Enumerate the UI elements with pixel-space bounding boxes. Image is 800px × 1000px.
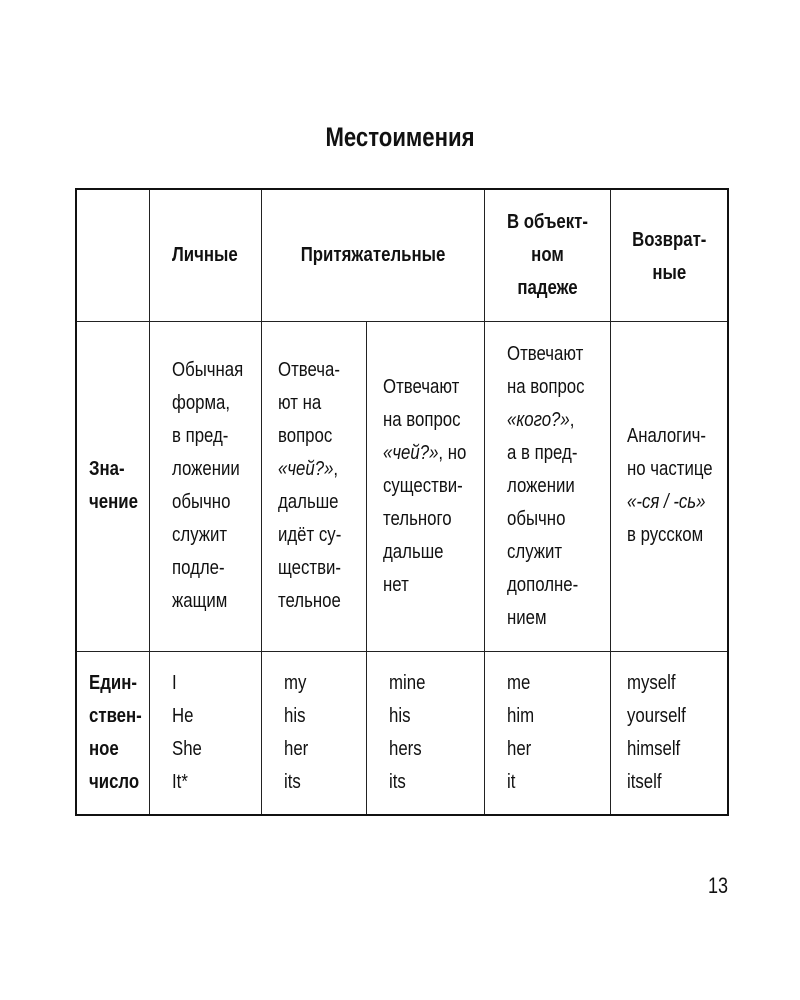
singular-objective: me him her it bbox=[484, 651, 610, 815]
page-title: Местоимения bbox=[325, 122, 475, 152]
singular-possessive-2: mine his hers its bbox=[366, 651, 484, 815]
meaning-possessive-1-line7: ществи- bbox=[277, 557, 341, 579]
header-objective: В объект- ном падеже bbox=[484, 189, 610, 321]
meaning-label: Зна- чение bbox=[76, 321, 149, 651]
meaning-possessive-1-line8: тельное bbox=[277, 590, 341, 612]
singular-personal: I He She It* bbox=[149, 651, 261, 815]
meaning-row bbox=[76, 321, 728, 651]
singular-label: Един- ствен- ное число bbox=[76, 651, 149, 815]
singular-reflexive: myself yourself himself itself bbox=[610, 651, 728, 815]
header-possessive: Притяжательные bbox=[261, 189, 484, 321]
meaning-possessive-1: Отвеча- ют на вопрос «чей?», дальше идёт су- ществи- тельное bbox=[261, 321, 366, 651]
header-reflexive: Возврат- ные bbox=[610, 189, 728, 321]
header-row bbox=[76, 189, 728, 321]
pronouns-table bbox=[75, 188, 729, 816]
singular-row bbox=[76, 651, 728, 815]
meaning-personal: Обычная форма, в пред- ложении обычно служит подле- жащим bbox=[149, 321, 261, 651]
singular-possessive-1: my his her its bbox=[261, 651, 366, 815]
meaning-objective: Отвечают на вопрос «кого?», а в пред- ложении обычно служит дополне- нием bbox=[484, 321, 610, 651]
meaning-reflexive: Аналогич- но частице «-ся / -сь» в русском bbox=[610, 321, 728, 651]
meaning-possessive-2: Отвечают на вопрос «чей?», но существи- тельного дальше нет bbox=[366, 321, 484, 651]
header-empty-cell bbox=[76, 189, 149, 321]
header-personal: Личные bbox=[149, 189, 261, 321]
page-number: 13 bbox=[708, 873, 729, 898]
